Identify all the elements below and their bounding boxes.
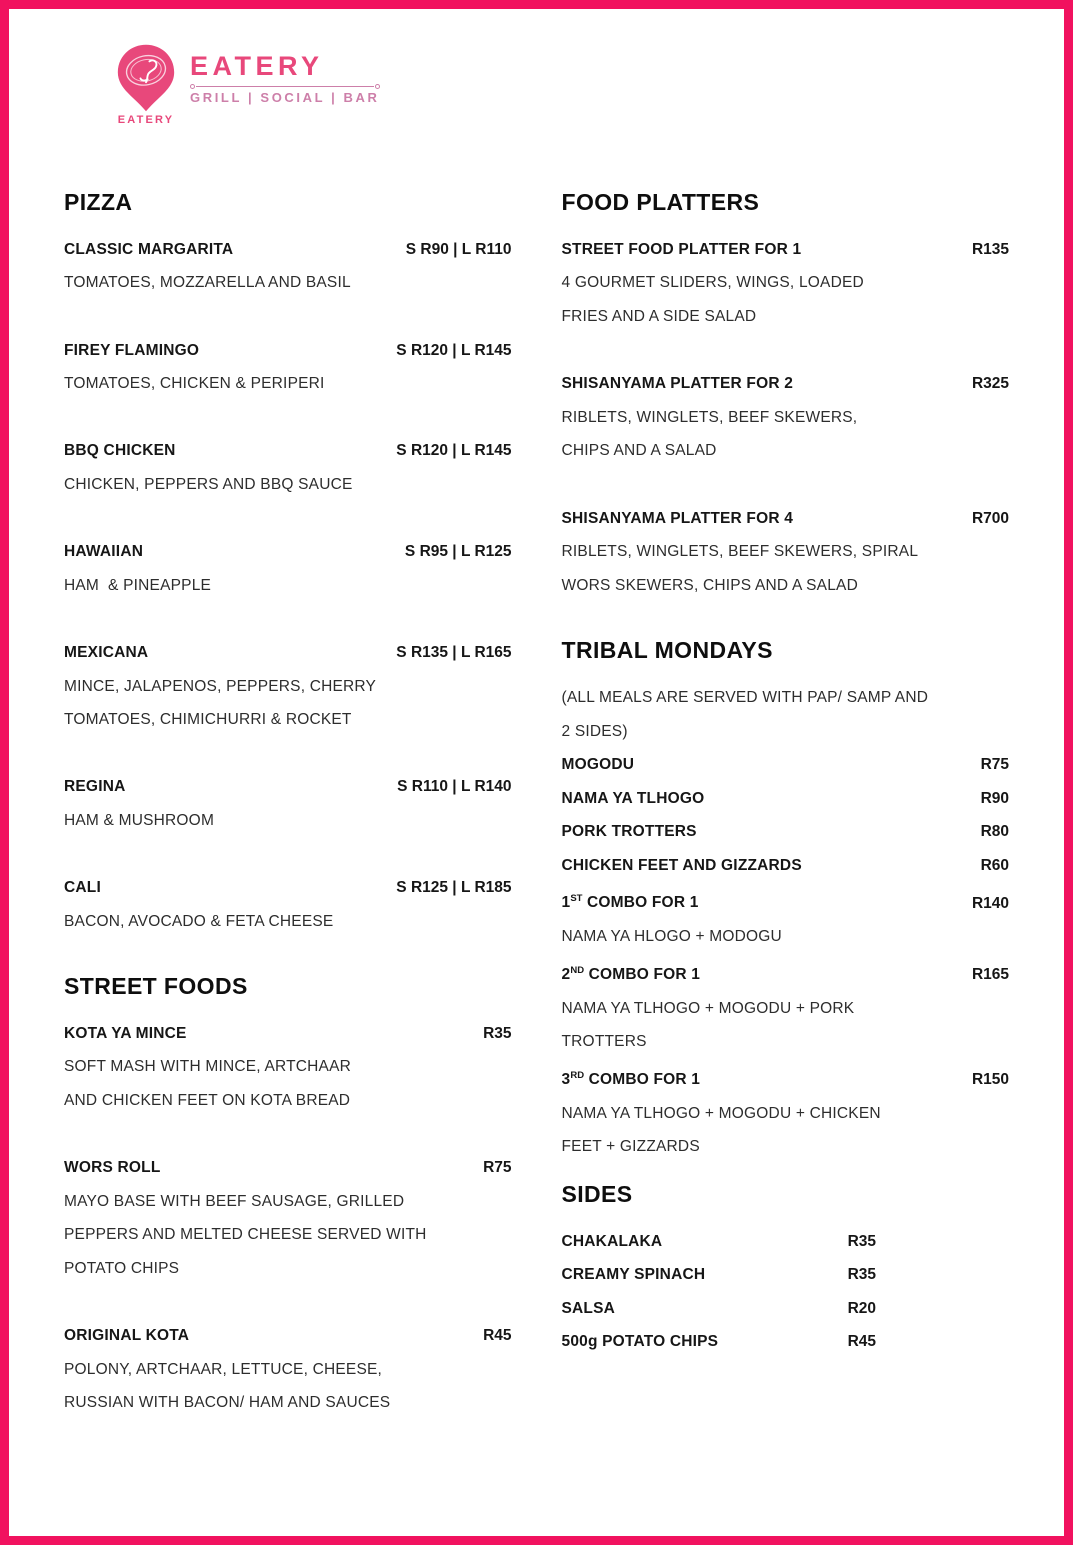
- menu-item-row: [64, 535, 512, 569]
- item-name: SHISANYAMA PLATTER FOR 4: [561, 509, 794, 527]
- item-price: R325: [971, 375, 1009, 393]
- item-name: CHICKEN FEET AND GIZZARDS: [561, 856, 802, 874]
- item-price: R75: [483, 1159, 512, 1177]
- menu-item-row: [562, 1059, 1010, 1097]
- brand-tagline: GRILL | SOCIAL | BAR: [190, 90, 380, 105]
- brand-text: [190, 53, 380, 105]
- item-name: 500g POTATO CHIPS: [561, 1333, 719, 1351]
- item-description: 4 GOURMET SLIDERS, WINGS, LOADED: [561, 274, 864, 292]
- menu-item: [64, 334, 512, 401]
- item-name: SHISANYAMA PLATTER FOR 2: [561, 375, 794, 393]
- item-description: TOMATOES, MOZZARELLA AND BASIL: [64, 274, 351, 292]
- item-name: 3RD COMBO FOR 1: [561, 1069, 701, 1088]
- item-price: R45: [483, 1327, 512, 1345]
- menu-item: [562, 1325, 1010, 1359]
- menu-item: [562, 502, 1010, 603]
- brand-divider: [190, 84, 380, 89]
- logo-caption: EATERY: [117, 114, 175, 126]
- menu-grid: [9, 188, 1064, 1454]
- menu-item-row: [562, 782, 1010, 816]
- menu-column-right: [562, 188, 1010, 1454]
- menu-item: [562, 1225, 1010, 1259]
- menu-item-row: [562, 849, 1010, 883]
- item-description: FEET + GIZZARDS: [561, 1138, 700, 1156]
- item-description: RUSSIAN WITH BACON/ HAM AND SAUCES: [64, 1394, 391, 1412]
- item-description: CHICKEN, PEPPERS AND BBQ SAUCE: [64, 476, 353, 494]
- item-description: CHIPS AND A SALAD: [561, 442, 717, 460]
- item-description: FRIES AND A SIDE SALAD: [561, 308, 757, 326]
- divider-ring-icon: [190, 84, 195, 89]
- item-price: R45: [847, 1333, 876, 1351]
- item-description: TOMATOES, CHICKEN & PERIPERI: [64, 375, 325, 393]
- section-note: 2 SIDES): [561, 722, 628, 740]
- section-title: TRIBAL MONDAYS: [561, 637, 773, 664]
- section-pizza: [64, 188, 512, 938]
- menu-item: [562, 1258, 1010, 1292]
- menu-item-row: [562, 748, 1010, 782]
- item-name: CALI: [64, 879, 101, 897]
- item-name: HAWAIIAN: [64, 543, 144, 561]
- item-price: R135: [971, 240, 1009, 258]
- item-price: S R90 | L R110: [405, 240, 512, 258]
- menu-item: [64, 1151, 512, 1285]
- item-price: S R95 | L R125: [404, 543, 512, 561]
- menu-item-row: [64, 770, 512, 804]
- item-description: MINCE, JALAPENOS, PEPPERS, CHERRY: [64, 677, 377, 695]
- item-name: KOTA YA MINCE: [64, 1024, 187, 1042]
- section-title: SIDES: [561, 1180, 633, 1207]
- menu-item-row: [562, 367, 1010, 401]
- section-food-platters: [562, 188, 1010, 602]
- menu-item-row: [64, 1017, 512, 1051]
- divider-ring-icon: [375, 84, 380, 89]
- item-description: MAYO BASE WITH BEEF SAUSAGE, GRILLED: [64, 1192, 405, 1210]
- item-price: R20: [847, 1299, 876, 1317]
- menu-item-row: [64, 334, 512, 368]
- item-price: S R110 | L R140: [397, 778, 512, 796]
- menu-item-row: [562, 233, 1010, 267]
- item-description: POTATO CHIPS: [64, 1260, 180, 1277]
- menu-item-row: [562, 1325, 1010, 1359]
- item-description: TROTTERS: [561, 1033, 647, 1051]
- location-pin-icon: [115, 43, 177, 113]
- menu-item-row: [64, 871, 512, 905]
- item-price: S R120 | L R145: [396, 341, 512, 359]
- menu-item-row: [562, 1258, 1010, 1292]
- menu-item-row: [64, 1319, 512, 1353]
- menu-item-row: [64, 434, 512, 468]
- menu-item: [64, 636, 512, 737]
- menu-item: [562, 748, 1010, 782]
- item-name: ORIGINAL KOTA: [64, 1327, 190, 1345]
- logo: [113, 43, 179, 126]
- item-price: S R120 | L R145: [396, 442, 512, 460]
- item-price: R165: [971, 965, 1009, 983]
- item-name: WORS ROLL: [64, 1159, 161, 1177]
- menu-item-row: [562, 882, 1010, 920]
- menu-item: [562, 849, 1010, 883]
- item-description: NAMA YA HLOGO + MODOGU: [561, 928, 782, 946]
- menu-item: [64, 770, 512, 837]
- item-price: S R135 | L R165: [396, 644, 512, 662]
- item-name: 2ND COMBO FOR 1: [561, 964, 701, 983]
- item-price: R35: [847, 1232, 876, 1250]
- menu-item: [562, 1059, 1010, 1164]
- item-name: SALSA: [561, 1299, 616, 1317]
- item-description: WORS SKEWERS, CHIPS AND A SALAD: [561, 576, 858, 594]
- item-description: HAM & MUSHROOM: [64, 811, 215, 829]
- menu-item-row: [562, 1292, 1010, 1326]
- menu-item: [562, 1292, 1010, 1326]
- item-description: PEPPERS AND MELTED CHEESE SERVED WITH: [64, 1226, 427, 1244]
- item-name: CREAMY SPINACH: [561, 1266, 706, 1284]
- item-description: TOMATOES, CHIMICHURRI & ROCKET: [64, 711, 352, 729]
- section-street-foods: [64, 972, 512, 1420]
- item-price: R90: [980, 789, 1009, 807]
- menu-item: [64, 1319, 512, 1420]
- item-price: R75: [980, 756, 1009, 774]
- menu-item: [562, 782, 1010, 816]
- item-price: R80: [980, 823, 1009, 841]
- section-title: PIZZA: [64, 189, 133, 215]
- item-description: POLONY, ARTCHAAR, LETTUCE, CHEESE,: [64, 1360, 383, 1378]
- menu-item-row: [562, 502, 1010, 536]
- item-name: PORK TROTTERS: [561, 823, 697, 841]
- menu-item-row: [64, 636, 512, 670]
- section-sides: [562, 1180, 1010, 1359]
- menu-item: [64, 1017, 512, 1118]
- item-description: NAMA YA TLHOGO + MOGODU + CHICKEN: [561, 1104, 881, 1122]
- section-note: (ALL MEALS ARE SERVED WITH PAP/ SAMP AND: [561, 688, 929, 706]
- item-name: MOGODU: [561, 756, 635, 774]
- brand-header: [113, 43, 1064, 126]
- divider-line: [196, 86, 374, 88]
- menu-item-row: [562, 954, 1010, 992]
- menu-item: [562, 882, 1010, 953]
- item-description: HAM & PINEAPPLE: [64, 576, 212, 594]
- item-name: MEXICANA: [64, 644, 149, 662]
- menu-item: [562, 233, 1010, 334]
- item-description: NAMA YA TLHOGO + MOGODU + PORK: [561, 999, 855, 1017]
- section-tribal-mondays: [562, 636, 1010, 1164]
- item-price: R140: [971, 894, 1009, 912]
- menu-item: [64, 434, 512, 501]
- item-description: RIBLETS, WINGLETS, BEEF SKEWERS, SPIRAL: [561, 543, 919, 561]
- menu-item-row: [562, 1225, 1010, 1259]
- item-name: BBQ CHICKEN: [64, 442, 176, 460]
- section-title: FOOD PLATTERS: [561, 189, 760, 215]
- item-price: R35: [847, 1266, 876, 1284]
- menu-item: [64, 871, 512, 938]
- brand-name: EATERY: [190, 51, 324, 81]
- menu-column-left: [64, 188, 512, 1454]
- item-description: RIBLETS, WINGLETS, BEEF SKEWERS,: [561, 408, 858, 426]
- menu-item: [64, 233, 512, 300]
- menu-item: [64, 535, 512, 602]
- item-description: BACON, AVOCADO & FETA CHEESE: [64, 912, 334, 930]
- item-name: 1ST COMBO FOR 1: [561, 893, 699, 912]
- item-price: R150: [971, 1070, 1009, 1088]
- item-description: SOFT MASH WITH MINCE, ARTCHAAR: [64, 1058, 352, 1076]
- menu-item: [562, 815, 1010, 849]
- item-name: STREET FOOD PLATTER FOR 1: [561, 240, 802, 258]
- item-name: CHAKALAKA: [561, 1232, 663, 1250]
- menu-item-row: [562, 815, 1010, 849]
- item-price: S R125 | L R185: [396, 879, 512, 897]
- item-name: FIREY FLAMINGO: [64, 341, 200, 359]
- menu-item-row: [64, 1151, 512, 1185]
- item-name: REGINA: [64, 778, 126, 796]
- item-name: CLASSIC MARGARITA: [64, 240, 234, 258]
- item-price: R60: [980, 856, 1009, 874]
- menu-item: [562, 954, 1010, 1059]
- section-title: STREET FOODS: [64, 972, 248, 999]
- item-price: R700: [971, 509, 1009, 527]
- menu-item-row: [64, 233, 512, 267]
- item-description: AND CHICKEN FEET ON KOTA BREAD: [64, 1092, 351, 1110]
- item-price: R35: [483, 1024, 512, 1042]
- item-name: NAMA YA TLHOGO: [561, 789, 705, 807]
- menu-item: [562, 367, 1010, 468]
